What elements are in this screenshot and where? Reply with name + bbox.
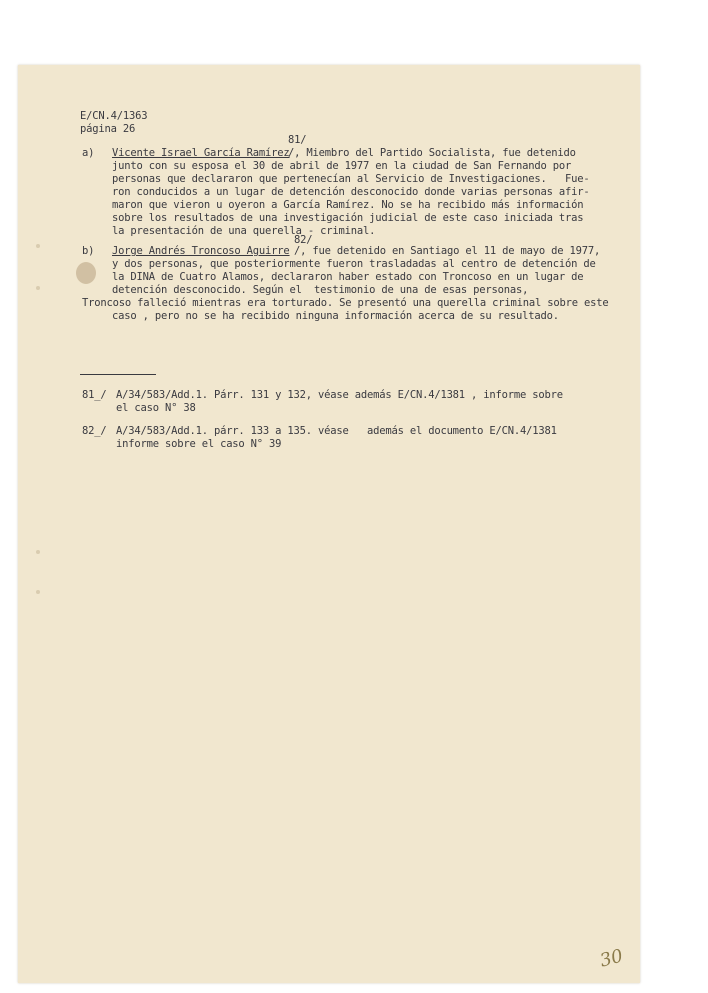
paragraph-a-line: ron conducidos a un lugar de detención desconocido donde varias personas afir- [112,186,590,198]
paragraph-b-line: y dos personas, que posteriormente fueron trasladadas al centro de detención de [112,258,596,270]
paragraph-a-line: sobre los resultados de una investigación judicial de este caso iniciada tras [112,212,584,224]
punch-hole [36,590,40,594]
footnote-divider [80,374,156,375]
page-number: página 26 [80,123,136,135]
footnote-82-text: A/34/583/Add.1. párr. 133 a 135. véase además el documento E/CN.4/1381 [116,425,557,437]
paragraph-b-line: Troncoso falleció mientras era torturado. Se presentó una querella criminal sobre este [82,297,609,309]
paragraph-b-line: la DINA de Cuatro Alamos, declararon haber estado con Troncoso en un lugar de [112,271,584,283]
punch-hole [36,550,40,554]
paper-stain [76,262,96,284]
paragraph-a-line: maron que vieron u oyeron a García Ramírez. No se ha recibido más información [112,199,584,211]
punch-hole [36,244,40,248]
paragraph-a-line: la presentación de una querella - criminal. [112,225,376,237]
paragraph-b-line: caso , pero no se ha recibido ninguna información acerca de su resultado. [112,310,559,322]
paragraph-a-line: personas que declararon que pertenecían al Servicio de Investigaciones. Fue- [112,173,590,185]
footnote-82-number: 82_/ [82,425,107,437]
footnote-82-text: informe sobre el caso N° 39 [116,438,282,450]
footnote-81-number: 81_/ [82,389,107,401]
paragraph-b-line: /, fue detenido en Santiago el 11 de mayo de 1977, [294,245,601,257]
footnote-ref-82: 82/ [294,234,313,246]
paragraph-a-line: /, Miembro del Partido Socialista, fue detenido [288,147,576,159]
paragraph-a-name: Vicente Israel García Ramírez [112,147,290,159]
paragraph-a-line: junto con su esposa el 30 de abril de 1977 en la ciudad de San Fernando por [112,160,572,172]
paragraph-b-line: detención desconocido. Según el testimonio de una de esas personas, [112,284,529,296]
paragraph-b-name: Jorge Andrés Troncoso Aguirre [112,245,290,257]
folio-number: 30 [597,945,626,972]
document-symbol: E/CN.4/1363 [80,110,148,122]
footnote-ref-81: 81/ [288,134,307,146]
footnote-81-text: el caso N° 38 [116,402,196,414]
paragraph-a-marker: a) [82,147,95,159]
footnote-81-text: A/34/583/Add.1. Párr. 131 y 132, véase además E/CN.4/1381 , informe sobre [116,389,563,401]
punch-hole [36,286,40,290]
paragraph-b-marker: b) [82,245,95,257]
